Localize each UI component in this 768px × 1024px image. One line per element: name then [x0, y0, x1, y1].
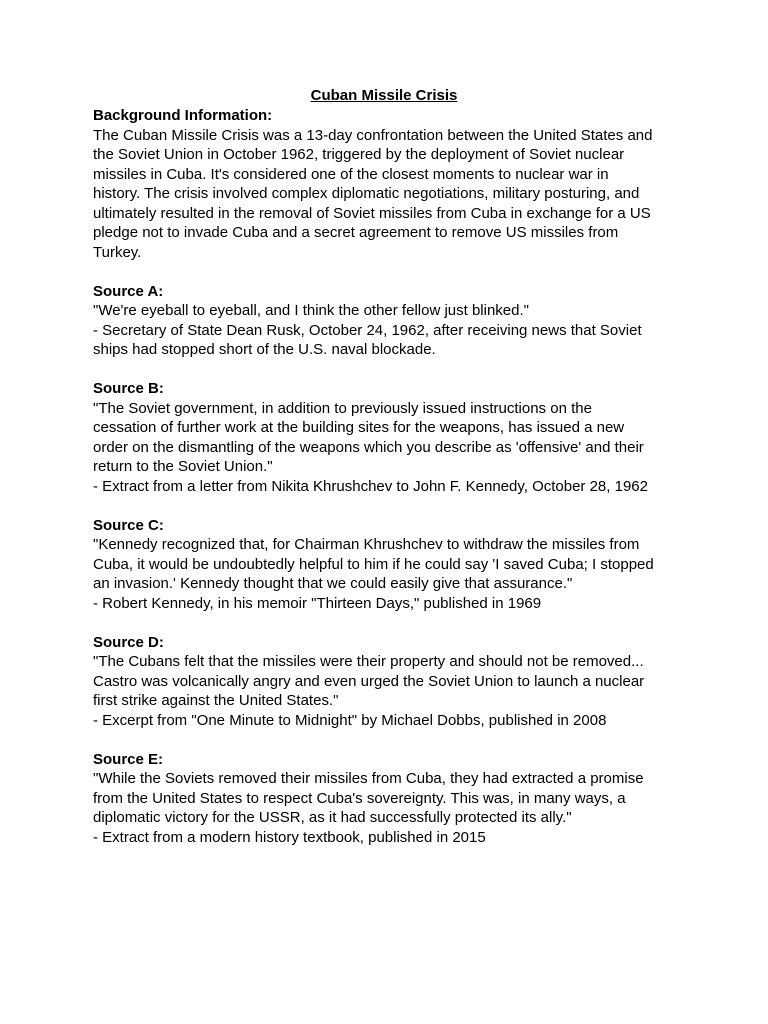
body-line: Turkey. [93, 243, 142, 261]
section-heading: Background Information: [93, 107, 273, 124]
attribution-line: - Extract from a modern history textbook, published in 2015 [93, 828, 486, 846]
attribution-line: ships had stopped short of the U.S. naval blockade. [93, 341, 436, 358]
source-b-section [93, 379, 693, 496]
document-title: Cuban Missile Crisis [310, 87, 458, 104]
quote-line: "The Cubans felt that the missiles were their property and should not be removed... [93, 653, 644, 670]
quote-line: first strike against the United States." [93, 692, 339, 709]
quote-line: "While the Soviets removed their missiles from Cuba, they had extracted a promise [93, 770, 644, 787]
attribution-line: - Robert Kennedy, in his memoir "Thirteen Days," published in 1969 [93, 594, 542, 612]
body-line: ultimately resulted in the removal of Soviet missiles from Cuba in exchange for a US [93, 204, 651, 222]
body-line: pledge not to invade Cuba and a secret agreement to remove US missiles from [93, 224, 619, 241]
quote-line: "Kennedy recognized that, for Chairman Khrushchev to withdraw the missiles from [93, 536, 640, 553]
quote-line: Castro was volcanically angry and even urged the Soviet Union to launch a nuclear [93, 672, 645, 690]
body-line: history. The crisis involved complex diplomatic negotiations, military posturing, and [93, 185, 640, 202]
attribution-line: - Secretary of State Dean Rusk, October 24, 1962, after receiving news that Soviet [93, 321, 642, 339]
quote-line: "The Soviet government, in addition to previously issued instructions on the [93, 399, 592, 417]
quote-line: order on the dismantling of the weapons which you describe as 'offensive' and their [93, 438, 644, 456]
source-d-section [93, 633, 693, 731]
quote-line: "We're eyeball to eyeball, and I think the other fellow just blinked." [93, 302, 529, 319]
quote-line: diplomatic victory for the USSR, as it had successfully protected its ally." [93, 809, 572, 826]
section-heading: Source E: [93, 750, 164, 768]
quote-line: Cuba, it would be undoubtedly helpful to him if he could say 'I saved Cuba; I stopped [93, 555, 654, 573]
section-heading: Source B: [93, 380, 164, 397]
source-c-section [93, 516, 693, 614]
background-section [93, 106, 693, 262]
body-line: The Cuban Missile Crisis was a 13-day confrontation between the United States and [93, 126, 653, 144]
source-e-section [93, 750, 693, 848]
section-heading: Source C: [93, 516, 164, 534]
quote-line: an invasion.' Kennedy thought that we could easily give that assurance." [93, 575, 573, 592]
body-line: the Soviet Union in October 1962, triggered by the deployment of Soviet nuclear [93, 146, 625, 163]
quote-line: return to the Soviet Union." [93, 458, 273, 475]
section-heading: Source D: [93, 633, 164, 651]
section-heading: Source A: [93, 282, 164, 300]
source-a-section [93, 282, 693, 360]
attribution-line: - Extract from a letter from Nikita Khrushchev to John F. Kennedy, October 28, 1962 [93, 477, 648, 495]
document-body [93, 106, 693, 867]
quote-line: cessation of further work at the building sites for the weapons, has issued a new [93, 419, 625, 436]
attribution-line: - Excerpt from "One Minute to Midnight" by Michael Dobbs, published in 2008 [93, 711, 607, 729]
body-line: missiles in Cuba. It's considered one of the closest moments to nuclear war in [93, 165, 609, 183]
quote-line: from the United States to respect Cuba's sovereignty. This was, in many ways, a [93, 789, 626, 807]
